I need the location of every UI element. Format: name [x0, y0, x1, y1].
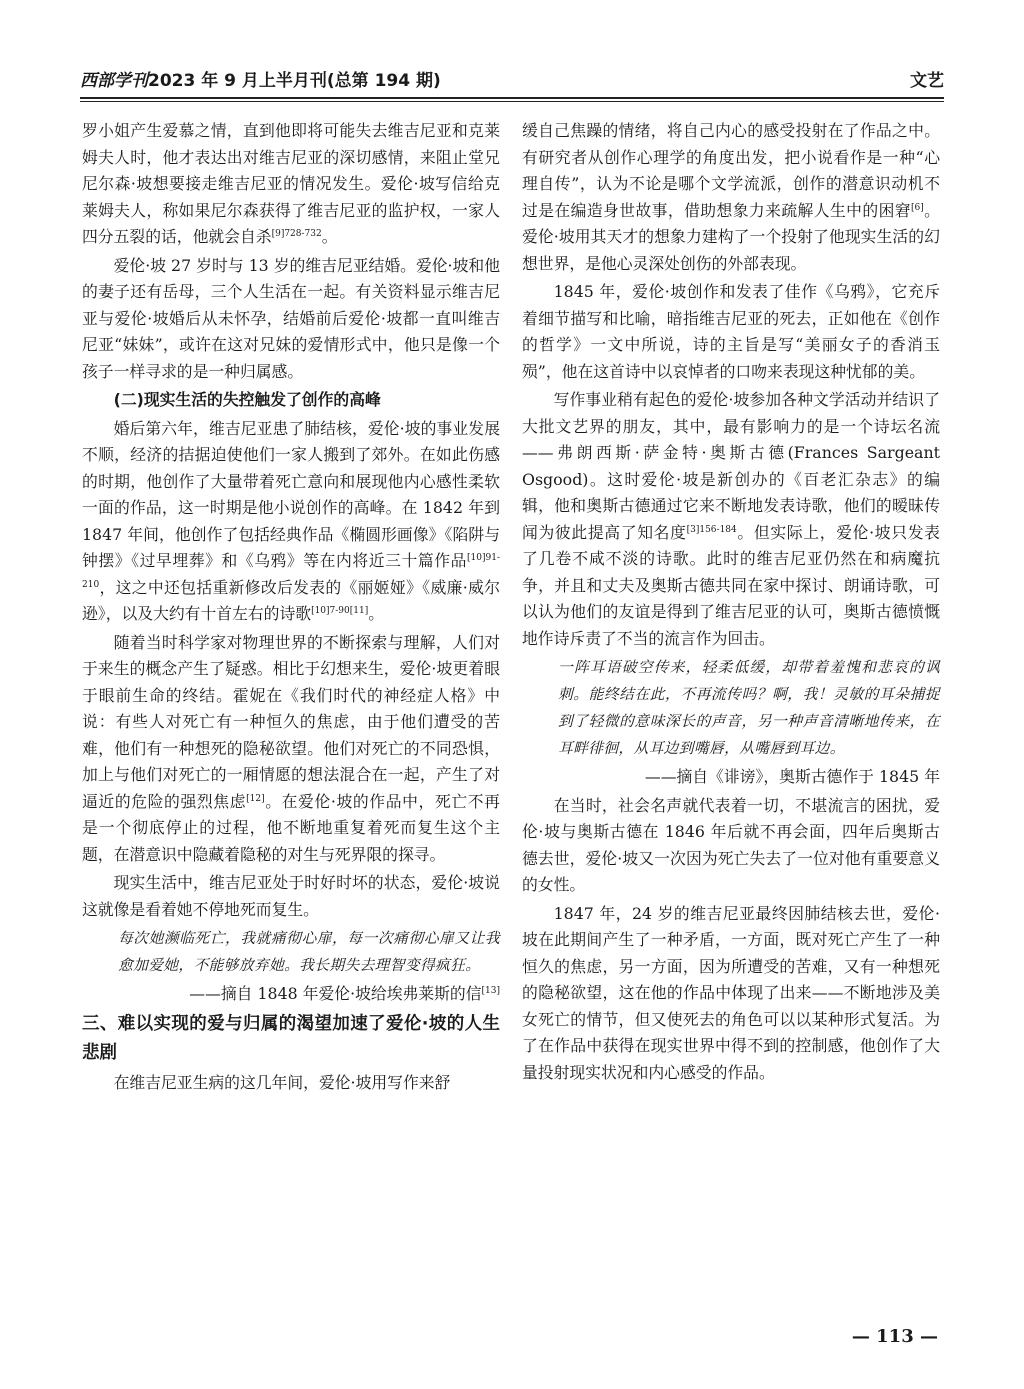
paragraph: 在维吉尼亚生病的这几年间，爱伦·坡用写作来舒 [113, 1072, 451, 1092]
paragraph: 写作事业稍有起色的爱伦·坡参加各种文学活动并结识了大批文艺界的朋友，其中，最有影响力的是一个诗坛名流——弗朗西斯·萨金特·奥斯古德(Frances Sargeant Osgood)。这时爱伦·坡是新创办的《百老汇杂志》的编辑，他和奥斯古德通过它来不断地发表诗歌，他们的暧昧传闻为彼此提高了知名度$^{[3]156-184}$。但实际上，爱伦·坡只发表了几卷不咸不淡的诗歌。此时的维吉尼亚仍然在和病魔抗争，并且和丈夫及奥斯古德共同在家中探讨、朗诵诗歌，可以认为他们的友谊是得到了维吉尼亚的认可，奥斯古德愤慨地作诗斥责了不当的流言作为回击。 [522, 390, 940, 648]
quote-source: ——摘自 1848 年爱伦·坡给埃弗莱斯的信[13] [189, 984, 500, 1003]
paragraph: 1847 年，24 岁的维吉尼亚最终因肺结核去世，爱伦·坡在此期间产生了一种矛盾，一方面，既对死亡产生了一种恒久的焦虑，另一方面，因为所遭受的苦难，又有一种想死的隐秘欲望，这在他的作品中体现了出来——不断地涉及美女死亡的情节，但又使死去的角色可以以某种形式复活。为了在作品中获得在现实世界中得不到的控制感，他创作了大量投射现实状况和内心感受的作品。 [522, 903, 940, 1082]
paragraph: 缓自己焦躁的情绪，将自己内心的感受投射在了作品之中。有研究者从创作心理学的角度出发，把小说看作是一种“心理自传”，认为不论是哪个文学流派，创作的潜意识动机不过是在编造身世故事，借助想象力来疏解人生中的困窘[6]。爱伦·坡用其天才的想象力建构了一个投射了他现实生活的幻想世界，是他心灵深处创伤的外部表现。 [522, 121, 940, 273]
left-column [82, 118, 500, 1098]
paragraph: 随着当时科学家对物理世界的不断探索与理解，人们对于来生的概念产生了疑惑。相比于幻想来生，爱伦·坡更着眼于眼前生命的终结。霍妮在《我们时代的神经症人格》中说：有些人对死亡有一种恒久的焦虑，由于他们遭受的苦难，他们有一种想死的隐秘欲望。他们对死亡的不同恐惧，加上与他们对死亡的一厢情愿的想法混合在一起，产生了对逼近的危险的强烈焦虑[12]。在爱伦·坡的作品中，死亡不再是一个彻底停止的过程，他不断地重复着死而复生这个主题，在潜意识中隐藏着隐秘的对生与死界限的探寻。 [82, 632, 500, 864]
block-quote: 每次她濒临死亡，我就痛彻心扉，每一次痛彻心扉又让我愈加爱她，不能够放弃她。我长期失去理智变得疯狂。 [118, 930, 500, 974]
paragraph: 罗小姐产生爱慕之情，直到他即将可能失去维吉尼亚和克莱姆夫人时，他才表达出对维吉尼亚的深切感情，来阻止堂兄尼尔森·坡想要接走维吉尼亚的情况发生。爱伦·坡写信给克莱姆夫人，称如果尼尔森获得了维吉尼亚的监护权，一家人四分五裂的话，他就会自杀$^{[9]728-732}$。 [82, 121, 500, 246]
running-header [80, 68, 944, 96]
paragraph: 爱伦·坡 27 岁时与 13 岁的维吉尼亚结婚。爱伦·坡和他的妻子还有岳母，三个人生活在一起。有关资料显示维吉尼亚与爱伦·坡婚后从未怀孕，结婚前后爱伦·坡都一直叫维吉尼亚“妹妹”，或许在这对兄妹的爱情形式中，他只是像一个孩子一样寻求的是一种归属感。 [82, 255, 500, 381]
header-rule-thin [80, 101, 944, 102]
header-rule [80, 97, 944, 99]
quote-source: ——摘自《诽谤》，奥斯古德作于 1845 年 [644, 767, 940, 786]
journal-logo: 西部学刊 [80, 71, 148, 91]
issue-info: 2023 年 9 月上半月刊(总第 194 期) [148, 71, 441, 91]
section-label: 文艺 [910, 71, 944, 91]
paragraph: 现实生活中，维吉尼亚处于时好时坏的状态，爱伦·坡说这就像是看着她不停地死而复生。 [82, 873, 500, 919]
right-column [522, 118, 940, 1088]
paragraph: 婚后第六年，维吉尼亚患了肺结核，爱伦·坡的事业发展不顺，经济的拮据迫使他们一家人搬到了郊外。在如此伤感的时期，他创作了大量带着死亡意向和展现他内心感性柔软一面的作品，这一时期是他小说创作的高峰。在 1842 年到 1847 年间，他创作了包括经典作品《椭圆形画像》《陷阱与钟摆》《过早埋葬》和《乌鸦》等在内将近三十篇作品$^{[10]91-210}$，这之中还包括重新修改后发表的《丽姬娅》《威廉·威尔逊》，以及大约有十首左右的诗歌[10]7-90[11]。 [82, 418, 500, 623]
chapter-heading: 三、难以实现的爱与归属的渴望加速了爱伦·坡的人生悲剧 [82, 1013, 500, 1063]
journal-info [80, 68, 441, 94]
section-heading: (二)现实生活的失控触发了创作的高峰 [113, 390, 381, 409]
paragraph: 在当时，社会名声就代表着一切，不堪流言的困扰，爱伦·坡与奥斯古德在 1846 年后就不再会面，四年后奥斯古德去世，爱伦·坡又一次因为死亡失去了一位对他有重要意义的女性。 [522, 795, 940, 894]
block-quote: 一阵耳语破空传来，轻柔低缓，却带着羞愧和悲哀的讽刺。能终结在此，不再流传吗？啊，我！灵敏的耳朵捕捉到了轻微的意味深长的声音，另一种声音清晰地传来，在耳畔徘徊，从耳边到嘴唇，从嘴唇到耳边。 [558, 659, 940, 757]
page-number: — 113 — [851, 1326, 938, 1347]
paragraph: 1845 年，爱伦·坡创作和发表了佳作《乌鸦》，它充斥着细节描写和比喻，暗指维吉尼亚的死去，正如他在《创作的哲学》一文中所说，诗的主旨是写“美丽女子的香消玉殒”，他在这首诗中以哀悼者的口吻来表现这种忧郁的美。 [522, 282, 940, 381]
